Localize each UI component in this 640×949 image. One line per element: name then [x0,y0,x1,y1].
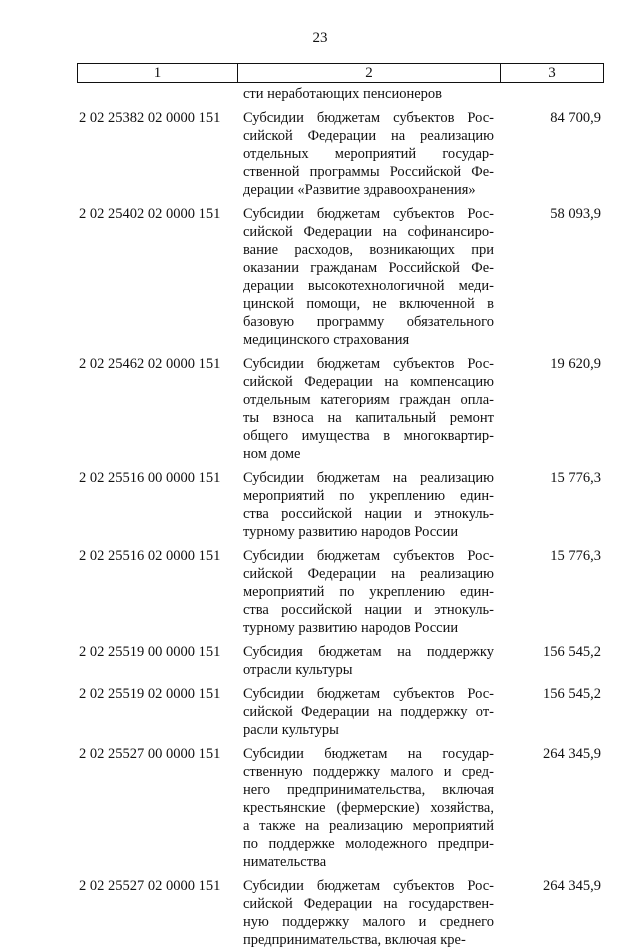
description-line: Субсидии бюджетам субъектов Рос- [243,206,494,222]
table-row [77,355,604,463]
table-row [77,109,604,199]
header-col-1: 1 [78,64,238,82]
description-line: дерации высокотехнологичной меди- [243,278,494,294]
header-col-2: 2 [238,64,501,82]
description-line: ную поддержку малого и среднего [243,914,494,930]
description-line: Субсидия бюджетам на поддержку [243,644,494,660]
row-description [237,547,500,637]
description-line: сийской Федерации на реализацию [243,566,494,582]
row-code: 2 02 25462 02 0000 151 [79,356,221,372]
description-line: сийской Федерации на компенсацию [243,374,494,390]
description-line: него предпринимательства, включая [243,782,494,798]
row-amount: 264 345,9 [543,746,601,762]
description-line: Субсидии бюджетам субъектов Рос- [243,878,494,894]
row-amount: 15 776,3 [550,470,601,486]
description-line: турному развитию народов России [243,620,459,636]
description-line: оказании гражданам Российской Фе- [243,260,494,276]
description-line: Субсидии бюджетам на реализацию [243,470,494,486]
table-row [77,745,604,871]
row-description [237,643,500,679]
row-code: 2 02 25516 00 0000 151 [79,470,221,486]
row-description [237,109,500,199]
description-line: Субсидии бюджетам субъектов Рос- [243,356,494,372]
table-row [77,685,604,739]
row-amount: 15 776,3 [550,548,601,564]
row-amount: 264 345,9 [543,878,601,894]
description-line: дерации «Развитие здравоохранения» [243,182,476,198]
description-line: а также на реализацию мероприятий [243,818,494,834]
description-line: ственной программы Российской Фе- [243,164,494,180]
row-description [237,877,500,949]
description-line: базовую программу обязательного [243,314,494,330]
description-line: цинской помощи, не включенной в [243,296,494,312]
row-description [237,355,500,463]
description-line: сийской Федерации на государствен- [243,896,494,912]
row-code: 2 02 25402 02 0000 151 [79,206,221,222]
table-row [77,205,604,349]
description-line: нимательства [243,854,327,870]
row-code: 2 02 25519 00 0000 151 [79,644,221,660]
row-code: 2 02 25516 02 0000 151 [79,548,221,564]
row-code: 2 02 25527 00 0000 151 [79,746,221,762]
table-body [77,85,604,949]
description-line: отдельных мероприятий государ- [243,146,494,162]
description-line: сти неработающих пенсионеров [243,86,442,102]
description-line: отрасли культуры [243,662,353,678]
table-row [77,547,604,637]
description-line: крестьянские (фермерские) хозяйства, [243,800,494,816]
description-line: турному развитию народов России [243,524,459,540]
table-row [77,469,604,541]
row-code: 2 02 25519 02 0000 151 [79,686,221,702]
header-col-3: 3 [548,65,556,81]
table-header [77,63,604,83]
description-line: медицинского страхования [243,332,410,348]
description-line: отдельным категориям граждан опла- [243,392,494,408]
description-line: мероприятий по укреплению един- [243,488,494,504]
row-description [237,745,500,871]
description-line: мероприятий по укреплению един- [243,584,494,600]
row-amount: 58 093,9 [550,206,601,222]
row-description [237,85,500,103]
description-line: Субсидии бюджетам субъектов Рос- [243,548,494,564]
row-description [237,469,500,541]
description-line: предпринимательства, включая кре- [243,932,466,948]
description-line: ственную поддержку малого и сред- [243,764,494,780]
description-line: ства российской нации и этнокуль- [243,506,494,522]
description-line: ты взноса на капитальный ремонт [243,410,494,426]
row-description [237,685,500,739]
row-description [237,205,500,349]
continuation-row [77,85,604,103]
description-line: по поддержке молодежного предпри- [243,836,494,852]
row-code: 2 02 25382 02 0000 151 [79,110,221,126]
row-code: 2 02 25527 02 0000 151 [79,878,221,894]
page-number: 23 [312,30,328,46]
description-line: ном доме [243,446,301,462]
description-line: общего имущества в многоквартир- [243,428,494,444]
row-amount: 156 545,2 [543,644,601,660]
description-line: Субсидии бюджетам субъектов Рос- [243,110,494,126]
row-amount: 19 620,9 [550,356,601,372]
description-line: Субсидии бюджетам субъектов Рос- [243,686,494,702]
row-amount: 156 545,2 [543,686,601,702]
description-line: расли культуры [243,722,339,738]
description-line: сийской Федерации на реализацию [243,128,494,144]
description-line: ства российской нации и этнокуль- [243,602,494,618]
description-line: Субсидии бюджетам на государ- [243,746,494,762]
description-line: сийской Федерации на софинансиро- [243,224,494,240]
table-row [77,877,604,949]
description-line: вание расходов, возникающих при [243,242,494,258]
description-line: сийской Федерации на поддержку от- [243,704,494,720]
row-amount: 84 700,9 [550,110,601,126]
table-row [77,643,604,679]
